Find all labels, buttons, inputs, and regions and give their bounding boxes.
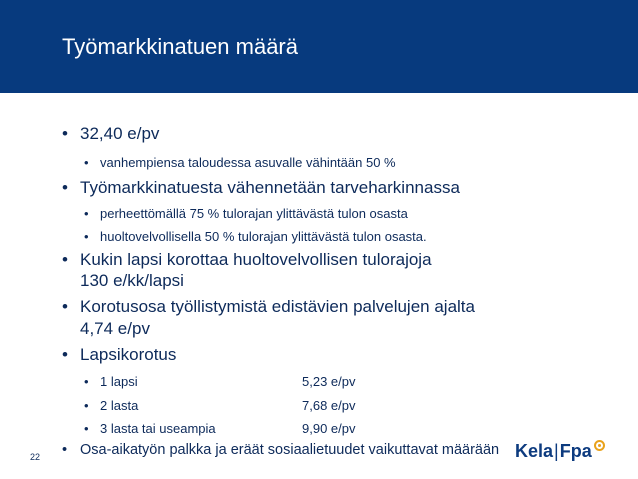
bullet-dot: •: [84, 229, 89, 244]
bullet-dot: •: [62, 345, 68, 364]
bullet-dot: •: [62, 178, 68, 197]
bullet-text: Lapsikorotus: [80, 345, 177, 364]
logo-separator: |: [554, 441, 559, 461]
bullet-text: huoltovelvollisella 50 % tulorajan ylittävästä tulon osasta.: [100, 229, 427, 244]
bullet-text-continuation: 4,74 e/pv: [80, 319, 150, 338]
bullet-text: perheettömällä 75 % tulorajan ylittävästä tulon osasta: [100, 206, 408, 221]
logo-emblem-icon: [594, 440, 605, 451]
bullet-text: Työmarkkinatuesta vähennetään tarveharkinnassa: [80, 178, 460, 197]
bullet-dot: •: [62, 250, 68, 269]
logo-text-fpa: Fpa: [559, 441, 592, 461]
child-rate-label: 2 lasta: [100, 398, 139, 413]
bullet-dot: •: [84, 421, 89, 436]
bullet-dot: •: [62, 124, 68, 143]
bullet-text-continuation: 130 e/kk/lapsi: [80, 271, 184, 290]
slide-title: Työmarkkinatuen määrä: [62, 34, 298, 59]
bullet-text: Korotusosa työllistymistä edistävien palvelujen ajalta: [80, 297, 475, 316]
bullet-dot: •: [62, 442, 68, 458]
child-rate-label: 1 lapsi: [100, 374, 138, 389]
logo-text-kela: Kela: [515, 441, 554, 461]
bullet-text: Kukin lapsi korottaa huoltovelvollisen tulorajoja: [80, 250, 432, 269]
bullet-text: Osa-aikatyön palkka ja eräät sosiaalietuudet vaikuttavat määrään: [80, 442, 500, 458]
child-rate-value: 9,90 e/pv: [302, 421, 356, 436]
bullet-text: 32,40 e/pv: [80, 124, 160, 143]
bullet-dot: •: [84, 155, 89, 170]
child-rate-value: 7,68 e/pv: [302, 398, 356, 413]
slide-number: 22: [30, 452, 41, 462]
bullet-dot: •: [62, 297, 68, 316]
child-rate-label: 3 lasta tai useampia: [100, 421, 216, 436]
bullet-dot: •: [84, 206, 89, 221]
kela-fpa-logo: [515, 441, 625, 471]
bullet-text: vanhempiensa taloudessa asuvalle vähintään 50 %: [100, 155, 396, 170]
child-rate-value: 5,23 e/pv: [302, 374, 356, 389]
bullet-dot: •: [84, 398, 89, 413]
bullet-dot: •: [84, 374, 89, 389]
